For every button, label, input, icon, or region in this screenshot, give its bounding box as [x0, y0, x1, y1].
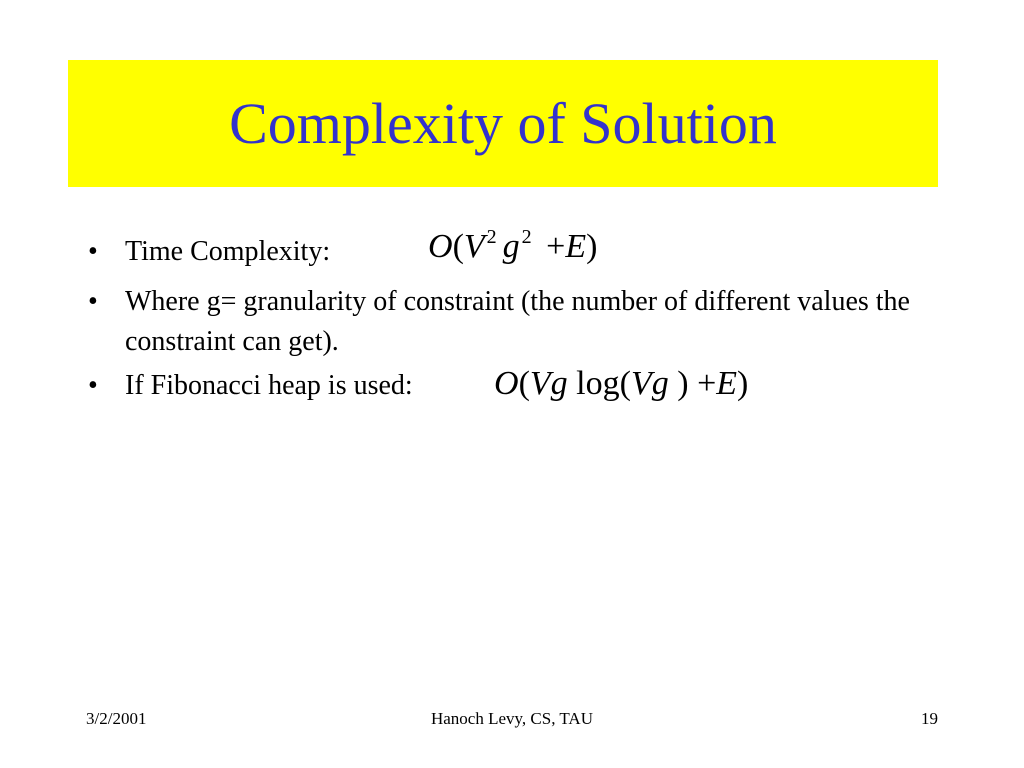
formula-time-complexity: [428, 228, 597, 266]
formula-exponent: 2: [486, 226, 497, 248]
slide-title: Complexity of Solution: [229, 91, 777, 156]
formula-symbol: +: [688, 365, 717, 402]
bullet-marker: •: [88, 370, 98, 401]
bullet-text: Time Complexity:: [125, 236, 331, 267]
formula-symbol: O: [494, 365, 519, 402]
formula-symbol: g: [502, 228, 520, 265]
formula-symbol: (: [518, 365, 530, 402]
formula-symbol: +: [537, 228, 566, 265]
footer-author: Hanoch Levy, CS, TAU: [430, 709, 593, 728]
formula-symbol: ): [737, 365, 749, 402]
footer-date: 3/2/2001: [86, 709, 147, 728]
formula-symbol: O: [428, 228, 453, 265]
formula-fibonacci: [494, 365, 748, 403]
footer-page-number: 19: [921, 709, 938, 728]
title-banner: [68, 60, 938, 187]
formula-symbol: ): [586, 228, 598, 265]
formula-symbol: E: [716, 365, 738, 402]
bullet-marker: •: [88, 286, 98, 317]
bullet-text: If Fibonacci heap is used:: [125, 370, 413, 401]
formula-symbol: V: [463, 228, 485, 265]
formula-exponent: 2: [521, 226, 532, 248]
bullet-marker: •: [88, 236, 98, 267]
bullet-text: Where g= granularity of constraint (the number of different values the constraint can get).: [125, 286, 910, 357]
formula-symbol: ): [668, 365, 689, 402]
formula-symbol: log(: [567, 365, 631, 402]
formula-symbol: (: [452, 228, 464, 265]
formula-symbol: Vg: [529, 365, 568, 402]
formula-symbol: E: [565, 228, 587, 265]
formula-symbol: Vg: [630, 365, 669, 402]
